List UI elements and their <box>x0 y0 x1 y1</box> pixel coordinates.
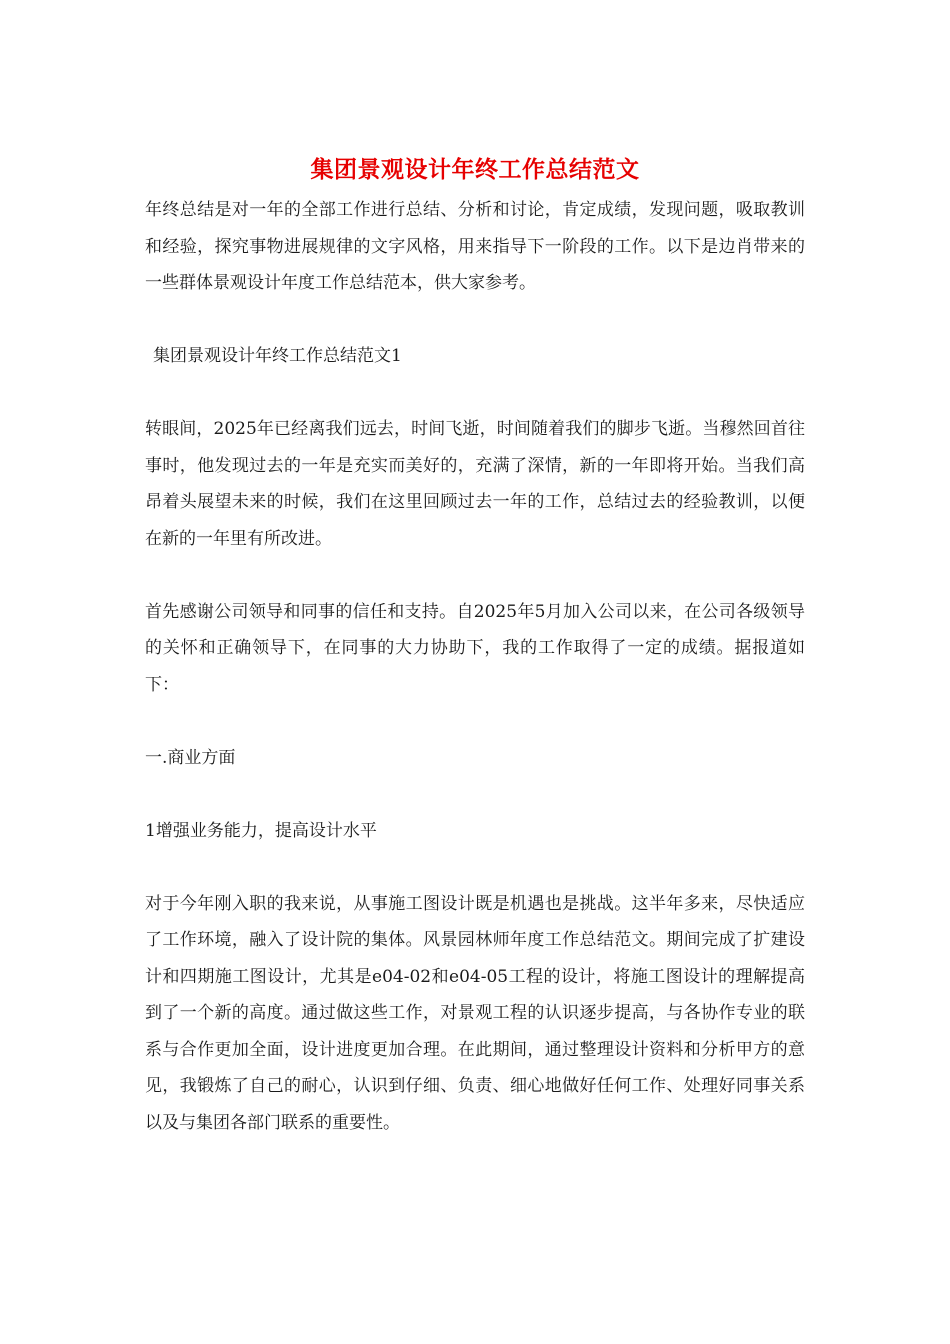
section-heading: 集团景观设计年终工作总结范文1 <box>153 346 402 366</box>
body-paragraph-2: 首先感谢公司领导和同事的信任和支持。自2025年5月加入公司以来，在公司各级领导的关怀和正确领导下，在同事的大力协助下，我的工作取得了一定的成绩。据报道如下： <box>145 601 805 695</box>
document-title: 集团景观设计年终工作总结范文 <box>310 156 640 183</box>
subheading-business: 一.商业方面 <box>145 747 236 768</box>
spacer <box>145 557 805 594</box>
intro-paragraph: 年终总结是对一年的全部工作进行总结、分析和讨论，肯定成绩，发现问题，吸取教训和经验，探究事物进展规律的文字风格，用来指导下一阶段的工作。以下是边肖带来的一些群体景观设计年度工作总结范本，供大家参考。 <box>145 200 805 293</box>
spacer <box>145 703 805 740</box>
document-page <box>145 148 805 1141</box>
spacer <box>145 375 805 412</box>
subheading-capability: 1增强业务能力，提高设计水平 <box>145 820 377 841</box>
spacer <box>145 776 805 813</box>
body-paragraph-3: 对于今年刚入职的我来说，从事施工图设计既是机遇也是挑战。这半年多来，尽快适应了工作环境，融入了设计院的集体。风景园林师年度工作总结范文。期间完成了扩建设计和四期施工图设计，尤其是e04-02和e04-05工程的设计，将施工图设计的理解提高到了一个新的高度。通过做这些工作，对景观工程的认识逐步提高，与各协作专业的联系与合作更加全面，设计进度更加合理。在此期间，通过整理设计资料和分析甲方的意见，我锻炼了自己的耐心，认识到仔细、负责、细心地做好任何工作、处理好同事关系以及与集团各部门联系的重要性。 <box>145 893 805 1133</box>
spacer <box>145 302 805 339</box>
body-paragraph-1: 转眼间，2025年已经离我们远去，时间飞逝，时间随着我们的脚步飞逝。当穆然回首往事时，他发现过去的一年是充实而美好的，充满了深情，新的一年即将开始。当我们高昂着头展望未来的时候，我们在这里回顾过去一年的工作，总结过去的经验教训，以便在新的一年里有所改进。 <box>145 419 805 549</box>
spacer <box>145 849 805 886</box>
